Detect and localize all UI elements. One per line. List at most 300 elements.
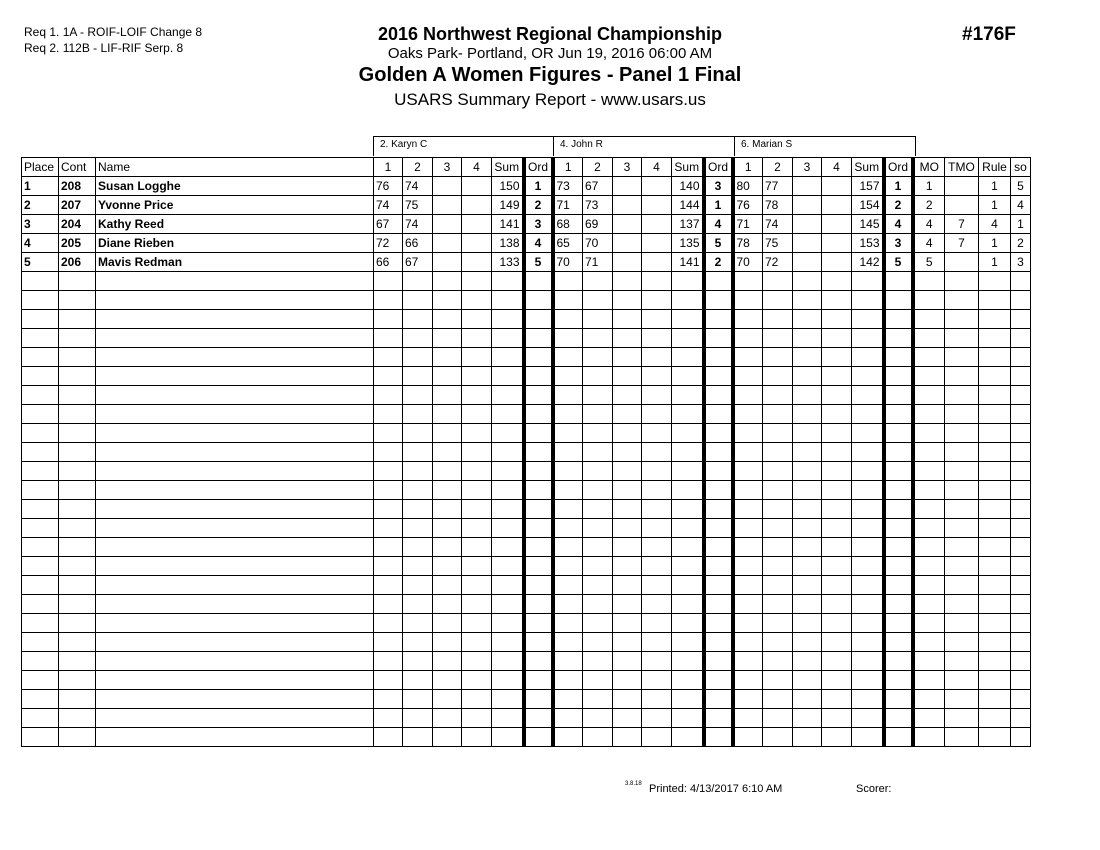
empty-cell xyxy=(852,690,884,709)
place-cell: 2 xyxy=(22,196,59,215)
empty-cell xyxy=(642,329,672,348)
empty-cell xyxy=(733,272,763,291)
empty-cell xyxy=(374,671,403,690)
empty-row xyxy=(22,500,1031,519)
empty-cell xyxy=(704,519,733,538)
col-j1-s2: 2 xyxy=(403,158,433,177)
empty-cell xyxy=(704,690,733,709)
empty-cell xyxy=(672,557,704,576)
score-cell: 65 xyxy=(553,234,583,253)
mo-cell: 4 xyxy=(913,215,945,234)
score-cell xyxy=(433,196,462,215)
empty-cell xyxy=(583,633,613,652)
empty-cell xyxy=(403,633,433,652)
empty-cell xyxy=(979,557,1011,576)
empty-cell xyxy=(524,424,553,443)
score-cell: 68 xyxy=(553,215,583,234)
score-cell xyxy=(642,253,672,272)
empty-cell xyxy=(793,443,822,462)
empty-cell xyxy=(642,462,672,481)
empty-cell xyxy=(733,348,763,367)
empty-cell xyxy=(852,633,884,652)
empty-cell xyxy=(793,633,822,652)
cont-cell: 204 xyxy=(59,215,96,234)
empty-cell xyxy=(704,500,733,519)
score-cell xyxy=(433,177,462,196)
empty-cell xyxy=(733,557,763,576)
name-cell: Kathy Reed xyxy=(96,215,374,234)
score-cell xyxy=(642,196,672,215)
score-cell xyxy=(462,177,492,196)
empty-cell xyxy=(884,671,913,690)
empty-cell xyxy=(433,481,462,500)
name-cell: Diane Rieben xyxy=(96,234,374,253)
empty-cell xyxy=(642,690,672,709)
ord-cell: 2 xyxy=(884,196,913,215)
score-cell: 74 xyxy=(403,177,433,196)
empty-cell xyxy=(462,424,492,443)
empty-cell xyxy=(22,462,59,481)
empty-cell xyxy=(1011,481,1031,500)
empty-cell xyxy=(945,443,979,462)
empty-cell xyxy=(59,709,96,728)
empty-cell xyxy=(613,519,642,538)
empty-cell xyxy=(852,386,884,405)
empty-cell xyxy=(1011,310,1031,329)
empty-cell xyxy=(793,462,822,481)
empty-cell xyxy=(22,310,59,329)
empty-cell xyxy=(22,386,59,405)
empty-cell xyxy=(979,367,1011,386)
sum-cell: 138 xyxy=(492,234,524,253)
empty-row xyxy=(22,519,1031,538)
empty-cell xyxy=(642,424,672,443)
empty-cell xyxy=(96,500,374,519)
empty-cell xyxy=(433,424,462,443)
empty-row xyxy=(22,291,1031,310)
empty-cell xyxy=(1011,652,1031,671)
empty-cell xyxy=(492,348,524,367)
empty-cell xyxy=(374,386,403,405)
empty-cell xyxy=(642,386,672,405)
empty-cell xyxy=(492,633,524,652)
empty-cell xyxy=(96,519,374,538)
empty-cell xyxy=(96,557,374,576)
empty-cell xyxy=(979,291,1011,310)
empty-cell xyxy=(822,386,852,405)
empty-cell xyxy=(553,348,583,367)
empty-cell xyxy=(763,500,793,519)
empty-cell xyxy=(524,481,553,500)
empty-cell xyxy=(492,367,524,386)
empty-cell xyxy=(672,386,704,405)
mo-cell: 2 xyxy=(913,196,945,215)
empty-cell xyxy=(1011,671,1031,690)
empty-cell xyxy=(492,481,524,500)
empty-cell xyxy=(583,272,613,291)
empty-cell xyxy=(793,652,822,671)
empty-cell xyxy=(433,500,462,519)
cont-cell: 208 xyxy=(59,177,96,196)
empty-row xyxy=(22,709,1031,728)
sum-cell: 145 xyxy=(852,215,884,234)
empty-cell xyxy=(1011,291,1031,310)
empty-cell xyxy=(462,519,492,538)
empty-cell xyxy=(763,424,793,443)
empty-cell xyxy=(374,614,403,633)
empty-cell xyxy=(793,671,822,690)
empty-cell xyxy=(945,671,979,690)
empty-cell xyxy=(433,557,462,576)
col-j3-sum: Sum xyxy=(852,158,884,177)
empty-cell xyxy=(642,595,672,614)
score-cell xyxy=(613,215,642,234)
empty-cell xyxy=(704,424,733,443)
empty-cell xyxy=(59,405,96,424)
empty-cell xyxy=(59,614,96,633)
empty-cell xyxy=(492,576,524,595)
empty-cell xyxy=(979,481,1011,500)
empty-cell xyxy=(913,614,945,633)
empty-cell xyxy=(492,728,524,747)
empty-cell xyxy=(22,614,59,633)
score-cell xyxy=(793,196,822,215)
empty-cell xyxy=(374,348,403,367)
table-row xyxy=(22,177,1031,196)
empty-cell xyxy=(852,614,884,633)
empty-cell xyxy=(672,633,704,652)
sum-cell: 150 xyxy=(492,177,524,196)
empty-cell xyxy=(96,709,374,728)
empty-row xyxy=(22,557,1031,576)
empty-cell xyxy=(462,500,492,519)
empty-cell xyxy=(524,633,553,652)
empty-cell xyxy=(59,519,96,538)
empty-cell xyxy=(704,367,733,386)
empty-cell xyxy=(524,405,553,424)
empty-cell xyxy=(979,424,1011,443)
empty-cell xyxy=(884,367,913,386)
empty-cell xyxy=(374,462,403,481)
empty-cell xyxy=(96,595,374,614)
empty-cell xyxy=(945,633,979,652)
empty-cell xyxy=(672,424,704,443)
col-j1-s1: 1 xyxy=(374,158,403,177)
empty-cell xyxy=(462,386,492,405)
empty-cell xyxy=(59,538,96,557)
score-cell: 72 xyxy=(763,253,793,272)
empty-cell xyxy=(462,367,492,386)
empty-cell xyxy=(433,462,462,481)
empty-cell xyxy=(96,443,374,462)
empty-cell xyxy=(492,272,524,291)
empty-row xyxy=(22,329,1031,348)
empty-cell xyxy=(462,576,492,595)
empty-cell xyxy=(979,538,1011,557)
col-cont: Cont xyxy=(59,158,96,177)
empty-cell xyxy=(462,633,492,652)
empty-row xyxy=(22,367,1031,386)
empty-row xyxy=(22,614,1031,633)
empty-row xyxy=(22,443,1031,462)
empty-cell xyxy=(462,728,492,747)
empty-cell xyxy=(22,557,59,576)
score-cell xyxy=(822,234,852,253)
empty-cell xyxy=(433,614,462,633)
empty-cell xyxy=(704,614,733,633)
empty-cell xyxy=(884,652,913,671)
empty-cell xyxy=(96,424,374,443)
empty-cell xyxy=(433,443,462,462)
empty-cell xyxy=(22,329,59,348)
empty-cell xyxy=(822,367,852,386)
empty-cell xyxy=(672,310,704,329)
empty-cell xyxy=(613,671,642,690)
empty-cell xyxy=(374,310,403,329)
empty-cell xyxy=(672,576,704,595)
empty-cell xyxy=(733,481,763,500)
score-cell: 76 xyxy=(733,196,763,215)
empty-cell xyxy=(524,519,553,538)
sum-cell: 153 xyxy=(852,234,884,253)
empty-cell xyxy=(403,690,433,709)
score-cell xyxy=(642,215,672,234)
empty-cell xyxy=(733,652,763,671)
empty-cell xyxy=(433,405,462,424)
ord-cell: 5 xyxy=(524,253,553,272)
empty-cell xyxy=(704,348,733,367)
empty-cell xyxy=(979,443,1011,462)
empty-cell xyxy=(642,709,672,728)
empty-cell xyxy=(672,272,704,291)
empty-cell xyxy=(96,462,374,481)
empty-cell xyxy=(553,538,583,557)
empty-cell xyxy=(822,481,852,500)
score-cell xyxy=(613,177,642,196)
empty-cell xyxy=(793,709,822,728)
empty-cell xyxy=(733,443,763,462)
empty-cell xyxy=(733,633,763,652)
empty-cell xyxy=(704,386,733,405)
empty-cell xyxy=(913,310,945,329)
empty-cell xyxy=(672,690,704,709)
empty-cell xyxy=(524,614,553,633)
empty-cell xyxy=(462,652,492,671)
empty-cell xyxy=(524,671,553,690)
empty-cell xyxy=(374,519,403,538)
empty-cell xyxy=(733,424,763,443)
empty-cell xyxy=(22,291,59,310)
score-cell xyxy=(462,215,492,234)
judge-header-3: 6. Marian S xyxy=(734,136,916,156)
empty-cell xyxy=(492,595,524,614)
empty-cell xyxy=(433,348,462,367)
empty-cell xyxy=(59,462,96,481)
results-body xyxy=(22,177,1031,747)
empty-cell xyxy=(884,443,913,462)
empty-cell xyxy=(913,481,945,500)
empty-cell xyxy=(96,329,374,348)
score-cell: 67 xyxy=(403,253,433,272)
so-cell: 4 xyxy=(1011,196,1031,215)
empty-cell xyxy=(403,310,433,329)
score-cell xyxy=(793,234,822,253)
empty-cell xyxy=(704,595,733,614)
empty-cell xyxy=(884,424,913,443)
empty-cell xyxy=(913,519,945,538)
empty-cell xyxy=(884,500,913,519)
empty-cell xyxy=(553,443,583,462)
sum-cell: 142 xyxy=(852,253,884,272)
empty-cell xyxy=(22,424,59,443)
empty-cell xyxy=(822,728,852,747)
empty-cell xyxy=(403,614,433,633)
empty-cell xyxy=(59,576,96,595)
cont-cell: 207 xyxy=(59,196,96,215)
empty-cell xyxy=(852,519,884,538)
empty-cell xyxy=(374,481,403,500)
col-j2-s2: 2 xyxy=(583,158,613,177)
empty-cell xyxy=(583,614,613,633)
empty-cell xyxy=(852,538,884,557)
empty-cell xyxy=(884,557,913,576)
empty-cell xyxy=(793,310,822,329)
empty-cell xyxy=(492,557,524,576)
empty-cell xyxy=(945,519,979,538)
empty-cell xyxy=(793,557,822,576)
empty-cell xyxy=(613,462,642,481)
empty-cell xyxy=(672,595,704,614)
empty-cell xyxy=(852,405,884,424)
empty-cell xyxy=(852,481,884,500)
empty-cell xyxy=(884,576,913,595)
empty-cell xyxy=(553,500,583,519)
empty-cell xyxy=(704,272,733,291)
results-table xyxy=(21,157,1031,747)
empty-cell xyxy=(852,557,884,576)
empty-cell xyxy=(852,272,884,291)
empty-cell xyxy=(22,652,59,671)
empty-cell xyxy=(913,272,945,291)
sum-cell: 144 xyxy=(672,196,704,215)
empty-cell xyxy=(852,709,884,728)
cont-cell: 206 xyxy=(59,253,96,272)
place-cell: 4 xyxy=(22,234,59,253)
empty-cell xyxy=(96,633,374,652)
score-cell: 75 xyxy=(763,234,793,253)
empty-cell xyxy=(852,576,884,595)
empty-cell xyxy=(59,329,96,348)
empty-cell xyxy=(59,291,96,310)
empty-cell xyxy=(492,405,524,424)
empty-cell xyxy=(945,329,979,348)
empty-cell xyxy=(793,519,822,538)
empty-cell xyxy=(822,595,852,614)
empty-cell xyxy=(704,405,733,424)
empty-cell xyxy=(524,500,553,519)
empty-cell xyxy=(59,481,96,500)
empty-cell xyxy=(524,576,553,595)
empty-cell xyxy=(553,519,583,538)
empty-cell xyxy=(1011,500,1031,519)
empty-cell xyxy=(945,690,979,709)
empty-cell xyxy=(822,709,852,728)
empty-cell xyxy=(524,728,553,747)
empty-cell xyxy=(96,728,374,747)
so-cell: 5 xyxy=(1011,177,1031,196)
empty-cell xyxy=(403,291,433,310)
empty-row xyxy=(22,386,1031,405)
empty-cell xyxy=(763,576,793,595)
empty-cell xyxy=(22,728,59,747)
empty-cell xyxy=(403,576,433,595)
empty-cell xyxy=(583,348,613,367)
ord-cell: 2 xyxy=(704,253,733,272)
mo-cell: 1 xyxy=(913,177,945,196)
empty-cell xyxy=(583,405,613,424)
empty-cell xyxy=(462,462,492,481)
empty-cell xyxy=(613,348,642,367)
empty-cell xyxy=(979,690,1011,709)
empty-cell xyxy=(793,291,822,310)
empty-cell xyxy=(979,652,1011,671)
empty-cell xyxy=(403,424,433,443)
empty-cell xyxy=(642,500,672,519)
score-cell: 69 xyxy=(583,215,613,234)
empty-cell xyxy=(979,595,1011,614)
empty-cell xyxy=(553,272,583,291)
empty-cell xyxy=(704,443,733,462)
empty-cell xyxy=(763,728,793,747)
empty-cell xyxy=(763,633,793,652)
empty-row xyxy=(22,633,1031,652)
col-j3-s1: 1 xyxy=(733,158,763,177)
empty-cell xyxy=(462,709,492,728)
empty-cell xyxy=(374,291,403,310)
empty-cell xyxy=(1011,595,1031,614)
empty-cell xyxy=(524,538,553,557)
empty-cell xyxy=(704,462,733,481)
empty-row xyxy=(22,348,1031,367)
empty-cell xyxy=(704,557,733,576)
score-cell: 73 xyxy=(553,177,583,196)
empty-cell xyxy=(374,424,403,443)
empty-cell xyxy=(59,633,96,652)
empty-cell xyxy=(1011,443,1031,462)
empty-cell xyxy=(979,500,1011,519)
empty-cell xyxy=(913,576,945,595)
requirement-1: Req 1. 1A - ROIF-LOIF Change 8 xyxy=(24,25,203,39)
empty-cell xyxy=(763,519,793,538)
empty-cell xyxy=(672,519,704,538)
score-cell xyxy=(613,253,642,272)
empty-cell xyxy=(553,310,583,329)
empty-cell xyxy=(553,329,583,348)
empty-cell xyxy=(945,310,979,329)
empty-cell xyxy=(462,272,492,291)
empty-cell xyxy=(583,709,613,728)
empty-row xyxy=(22,576,1031,595)
empty-cell xyxy=(704,652,733,671)
tmo-cell xyxy=(945,253,979,272)
empty-row xyxy=(22,272,1031,291)
empty-cell xyxy=(553,595,583,614)
ord-cell: 3 xyxy=(524,215,553,234)
empty-cell xyxy=(583,671,613,690)
empty-cell xyxy=(613,405,642,424)
empty-cell xyxy=(822,614,852,633)
empty-cell xyxy=(22,709,59,728)
